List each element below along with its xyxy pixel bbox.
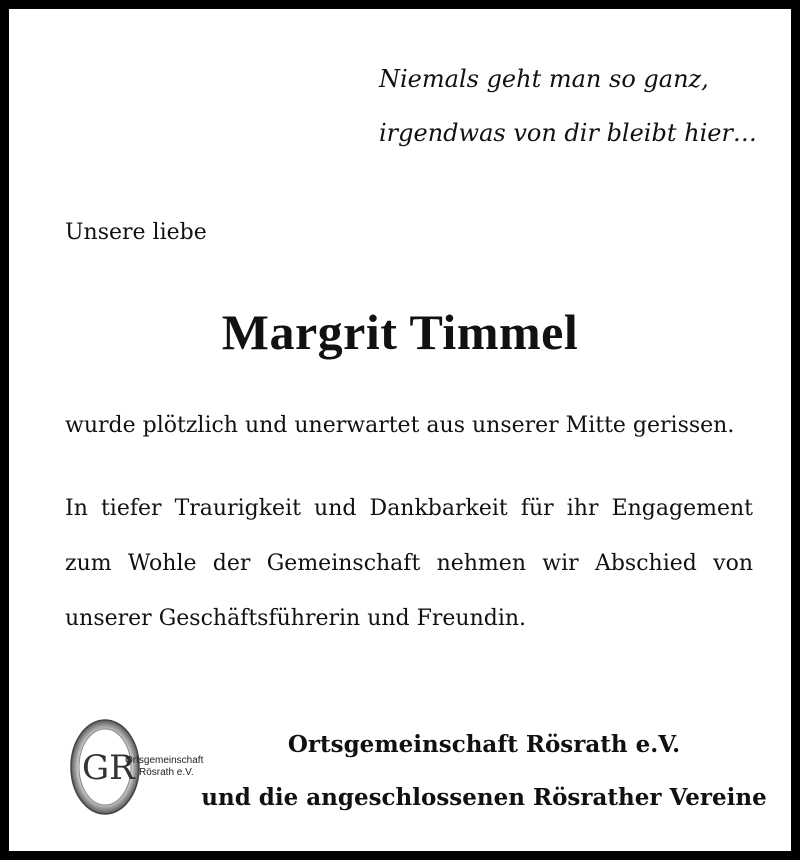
statement-text: wurde plötzlich und unerwartet aus unserer Mitte gerissen.: [65, 413, 735, 438]
logo-text-line-2: Rösrath e.V.: [139, 767, 194, 778]
signature-line-2: und die angeschlossenen Rösrather Vereine: [201, 784, 767, 811]
deceased-name: Margrit Timmel: [221, 304, 579, 360]
logo-text-line-1: Ortsgemeinschaft: [125, 755, 204, 766]
motto-line-1: Niemals geht man so ganz,: [379, 65, 709, 93]
paragraph-line-2: zum Wohle der Gemeinschaft nehmen wir Abschied von: [65, 551, 753, 576]
motto-line-2: irgendwas von dir bleibt hier…: [379, 119, 757, 147]
intro-text: Unsere liebe: [65, 220, 207, 245]
signature-line-1: Ortsgemeinschaft Rösrath e.V.: [287, 731, 681, 758]
logo-letters: GR: [82, 748, 135, 788]
paragraph-line-3: unserer Geschäftsführerin und Freundin.: [65, 606, 527, 631]
paragraph-line-1: In tiefer Traurigkeit und Dankbarkeit für ihr Engagement: [65, 496, 753, 521]
